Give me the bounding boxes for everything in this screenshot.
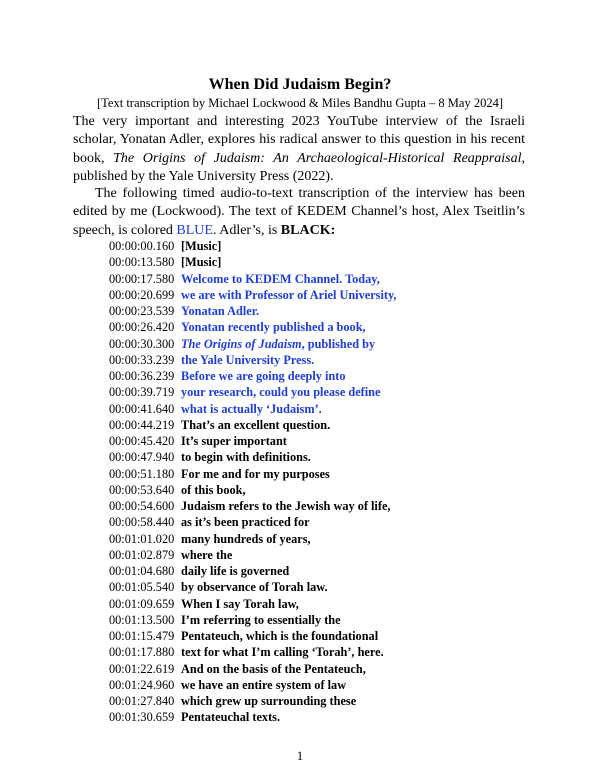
speech-text: many hundreds of years, bbox=[181, 531, 311, 546]
host-speech bbox=[181, 320, 366, 334]
transcript-line bbox=[109, 287, 539, 303]
transcript-line bbox=[109, 271, 539, 287]
speech-text: Welcome to KEDEM Channel. Today, bbox=[181, 271, 380, 286]
music-cue bbox=[181, 255, 221, 269]
guest-speech bbox=[181, 580, 328, 594]
timestamp: 00:01:22.619 bbox=[109, 661, 175, 676]
transcript-line bbox=[109, 628, 539, 644]
speech-text: [Music] bbox=[181, 239, 222, 253]
timestamp: 00:01:02.879 bbox=[109, 547, 175, 562]
transcript-line bbox=[109, 514, 539, 530]
timestamp: 00:00:20.699 bbox=[109, 287, 175, 302]
speech-text: of this book, bbox=[181, 482, 246, 497]
timestamp: 00:00:47.940 bbox=[109, 450, 175, 465]
speech-text: Pentateuch, which is the foundational bbox=[181, 629, 379, 643]
host-speech bbox=[181, 385, 380, 399]
transcript-line bbox=[109, 547, 539, 563]
timestamp: 00:00:00.160 bbox=[109, 239, 175, 253]
guest-speech bbox=[181, 678, 346, 692]
intro-text-end: , published by the Yale University Press (2022). bbox=[73, 150, 525, 184]
guest-speech bbox=[181, 645, 384, 659]
timestamp: 00:00:51.180 bbox=[109, 466, 175, 481]
speech-text: by observance of Torah law. bbox=[181, 580, 328, 595]
speech-text: what is actually ‘Judaism’. bbox=[181, 401, 322, 416]
timestamp: 00:00:26.420 bbox=[109, 320, 175, 335]
speech-text: [Music] bbox=[181, 255, 222, 270]
timestamp: 00:01:30.659 bbox=[109, 710, 175, 725]
speech-text: That’s an excellent question. bbox=[181, 417, 331, 432]
transcript-line bbox=[109, 352, 539, 368]
transcript-line bbox=[109, 303, 539, 319]
timestamp: 00:00:45.420 bbox=[109, 434, 175, 448]
speech-text: Pentateuchal texts. bbox=[181, 710, 281, 725]
speech-text: Before we are going deeply into bbox=[181, 369, 346, 383]
guest-speech bbox=[181, 629, 378, 643]
host-speech bbox=[181, 369, 346, 383]
timestamp: 00:00:41.640 bbox=[109, 401, 175, 416]
timestamp: 00:01:13.500 bbox=[109, 612, 175, 627]
host-speech bbox=[181, 272, 380, 286]
host-speech bbox=[181, 402, 322, 416]
speech-text: to begin with definitions. bbox=[181, 450, 311, 465]
intro-paragraph bbox=[73, 113, 525, 186]
timestamp: 00:01:24.960 bbox=[109, 677, 175, 692]
speech-text: we are with Professor of Ariel University, bbox=[181, 287, 397, 302]
transcript-line bbox=[109, 579, 539, 595]
guest-speech bbox=[181, 532, 311, 546]
speech-text: For me and for my purposes bbox=[181, 466, 330, 481]
transcript-line bbox=[109, 336, 539, 352]
note-text: The following timed audio-to-text transcription of the interview has been edited by me (Lockwood). The text of KEDEM Channel’s host, Alex Tseitlin’s speech, is colored bbox=[73, 186, 525, 238]
timestamp: 00:01:17.880 bbox=[109, 645, 175, 660]
guest-speech bbox=[181, 418, 330, 432]
speech-text: where the bbox=[181, 547, 233, 562]
guest-speech bbox=[181, 450, 311, 464]
speech-text: which grew up surrounding these bbox=[181, 694, 357, 708]
blue-label: BLUE bbox=[176, 222, 213, 238]
timestamp: 00:01:15.479 bbox=[109, 629, 175, 643]
timestamp: 00:00:36.239 bbox=[109, 369, 175, 383]
transcript-line bbox=[109, 612, 539, 628]
guest-speech bbox=[181, 434, 287, 448]
guest-speech bbox=[181, 564, 289, 578]
transcript-line bbox=[109, 254, 539, 270]
timestamp: 00:00:53.640 bbox=[109, 482, 175, 497]
book-title-inline: The Origins of Judaism bbox=[181, 336, 302, 351]
transcript-line bbox=[109, 238, 539, 254]
speech-text: your research, could you please define bbox=[181, 385, 381, 400]
timestamp: 00:01:04.680 bbox=[109, 564, 175, 578]
guest-speech bbox=[181, 694, 356, 708]
guest-speech bbox=[181, 662, 366, 676]
guest-speech bbox=[181, 597, 299, 611]
timestamp: 00:01:09.659 bbox=[109, 596, 175, 611]
transcription-credit: [Text transcription by Michael Lockwood & Miles Bandhu Gupta – 8 May 2024] bbox=[97, 96, 503, 110]
intro-text: The very important and interesting 2023 YouTube interview of the Israeli scholar, Yonatan Adler, explores his radical answer to this question in his recent book, bbox=[73, 114, 525, 166]
speech-text: text for what I’m calling ‘Torah’, here. bbox=[181, 645, 384, 660]
timestamp: 00:00:23.539 bbox=[109, 304, 175, 318]
page-title: When Did Judaism Begin? bbox=[208, 76, 392, 93]
guest-speech bbox=[181, 515, 310, 529]
transcript-line bbox=[109, 433, 539, 449]
note-paragraph bbox=[73, 185, 525, 240]
transcript-line bbox=[109, 384, 539, 400]
speech-text: as it’s been practiced for bbox=[181, 515, 310, 530]
speech-text: we have an entire system of law bbox=[181, 677, 347, 692]
transcript-line bbox=[109, 498, 539, 514]
speech-text: Yonatan recently published a book, bbox=[181, 320, 366, 335]
timestamp: 00:00:39.719 bbox=[109, 385, 175, 400]
host-speech bbox=[181, 288, 397, 302]
page-number: 1 bbox=[296, 749, 304, 763]
timestamp: 00:01:05.540 bbox=[109, 580, 175, 595]
host-speech bbox=[181, 337, 375, 351]
transcript-line bbox=[109, 644, 539, 660]
transcript-line bbox=[109, 661, 539, 677]
guest-speech bbox=[181, 483, 246, 497]
speech-text: When I say Torah law, bbox=[181, 596, 299, 611]
transcript-line bbox=[109, 466, 539, 482]
timestamp: 00:00:54.600 bbox=[109, 499, 175, 513]
transcript-line bbox=[109, 482, 539, 498]
host-speech bbox=[181, 304, 259, 318]
timestamp: 00:00:17.580 bbox=[109, 271, 175, 286]
transcript-line bbox=[109, 709, 539, 725]
black-label: BLACK: bbox=[280, 222, 336, 238]
transcript-line bbox=[109, 531, 539, 547]
guest-speech bbox=[181, 548, 232, 562]
guest-speech bbox=[181, 499, 390, 513]
note-text-mid: . Adler’s, is bbox=[212, 222, 281, 238]
timestamp: 00:01:27.840 bbox=[109, 694, 175, 708]
guest-speech bbox=[181, 710, 280, 724]
transcript-line bbox=[109, 677, 539, 693]
speech-text: Yonatan Adler. bbox=[181, 304, 260, 318]
transcript-line bbox=[109, 596, 539, 612]
speech-text: I’m referring to essentially the bbox=[181, 612, 341, 627]
speech-text: the Yale University Press. bbox=[181, 352, 315, 367]
transcript-line bbox=[109, 563, 539, 579]
timestamp: 00:00:44.219 bbox=[109, 417, 175, 432]
transcript-line bbox=[109, 417, 539, 433]
transcript-line bbox=[109, 449, 539, 465]
timestamp: 00:00:33.239 bbox=[109, 352, 175, 367]
speech-text: It’s super important bbox=[181, 434, 287, 448]
book-title: The Origins of Judaism: An Archaeological-Historical Reappraisal bbox=[113, 150, 522, 166]
timestamp: 00:00:13.580 bbox=[109, 255, 175, 270]
timestamp: 00:00:30.300 bbox=[109, 336, 175, 351]
music-cue bbox=[181, 239, 221, 253]
timestamp: 00:00:58.440 bbox=[109, 515, 175, 530]
speech-text: Judaism refers to the Jewish way of life, bbox=[181, 499, 391, 513]
transcript-line bbox=[109, 368, 539, 384]
guest-speech bbox=[181, 467, 330, 481]
transcript-list bbox=[109, 238, 539, 726]
speech-text: daily life is governed bbox=[181, 564, 290, 578]
transcript-line bbox=[109, 319, 539, 335]
speech-text: And on the basis of the Pentateuch, bbox=[181, 661, 366, 676]
timestamp: 00:01:01.020 bbox=[109, 531, 175, 546]
host-speech bbox=[181, 353, 314, 367]
speech-text: , published by bbox=[301, 336, 376, 351]
transcript-line bbox=[109, 401, 539, 417]
transcript-line bbox=[109, 693, 539, 709]
guest-speech bbox=[181, 613, 341, 627]
